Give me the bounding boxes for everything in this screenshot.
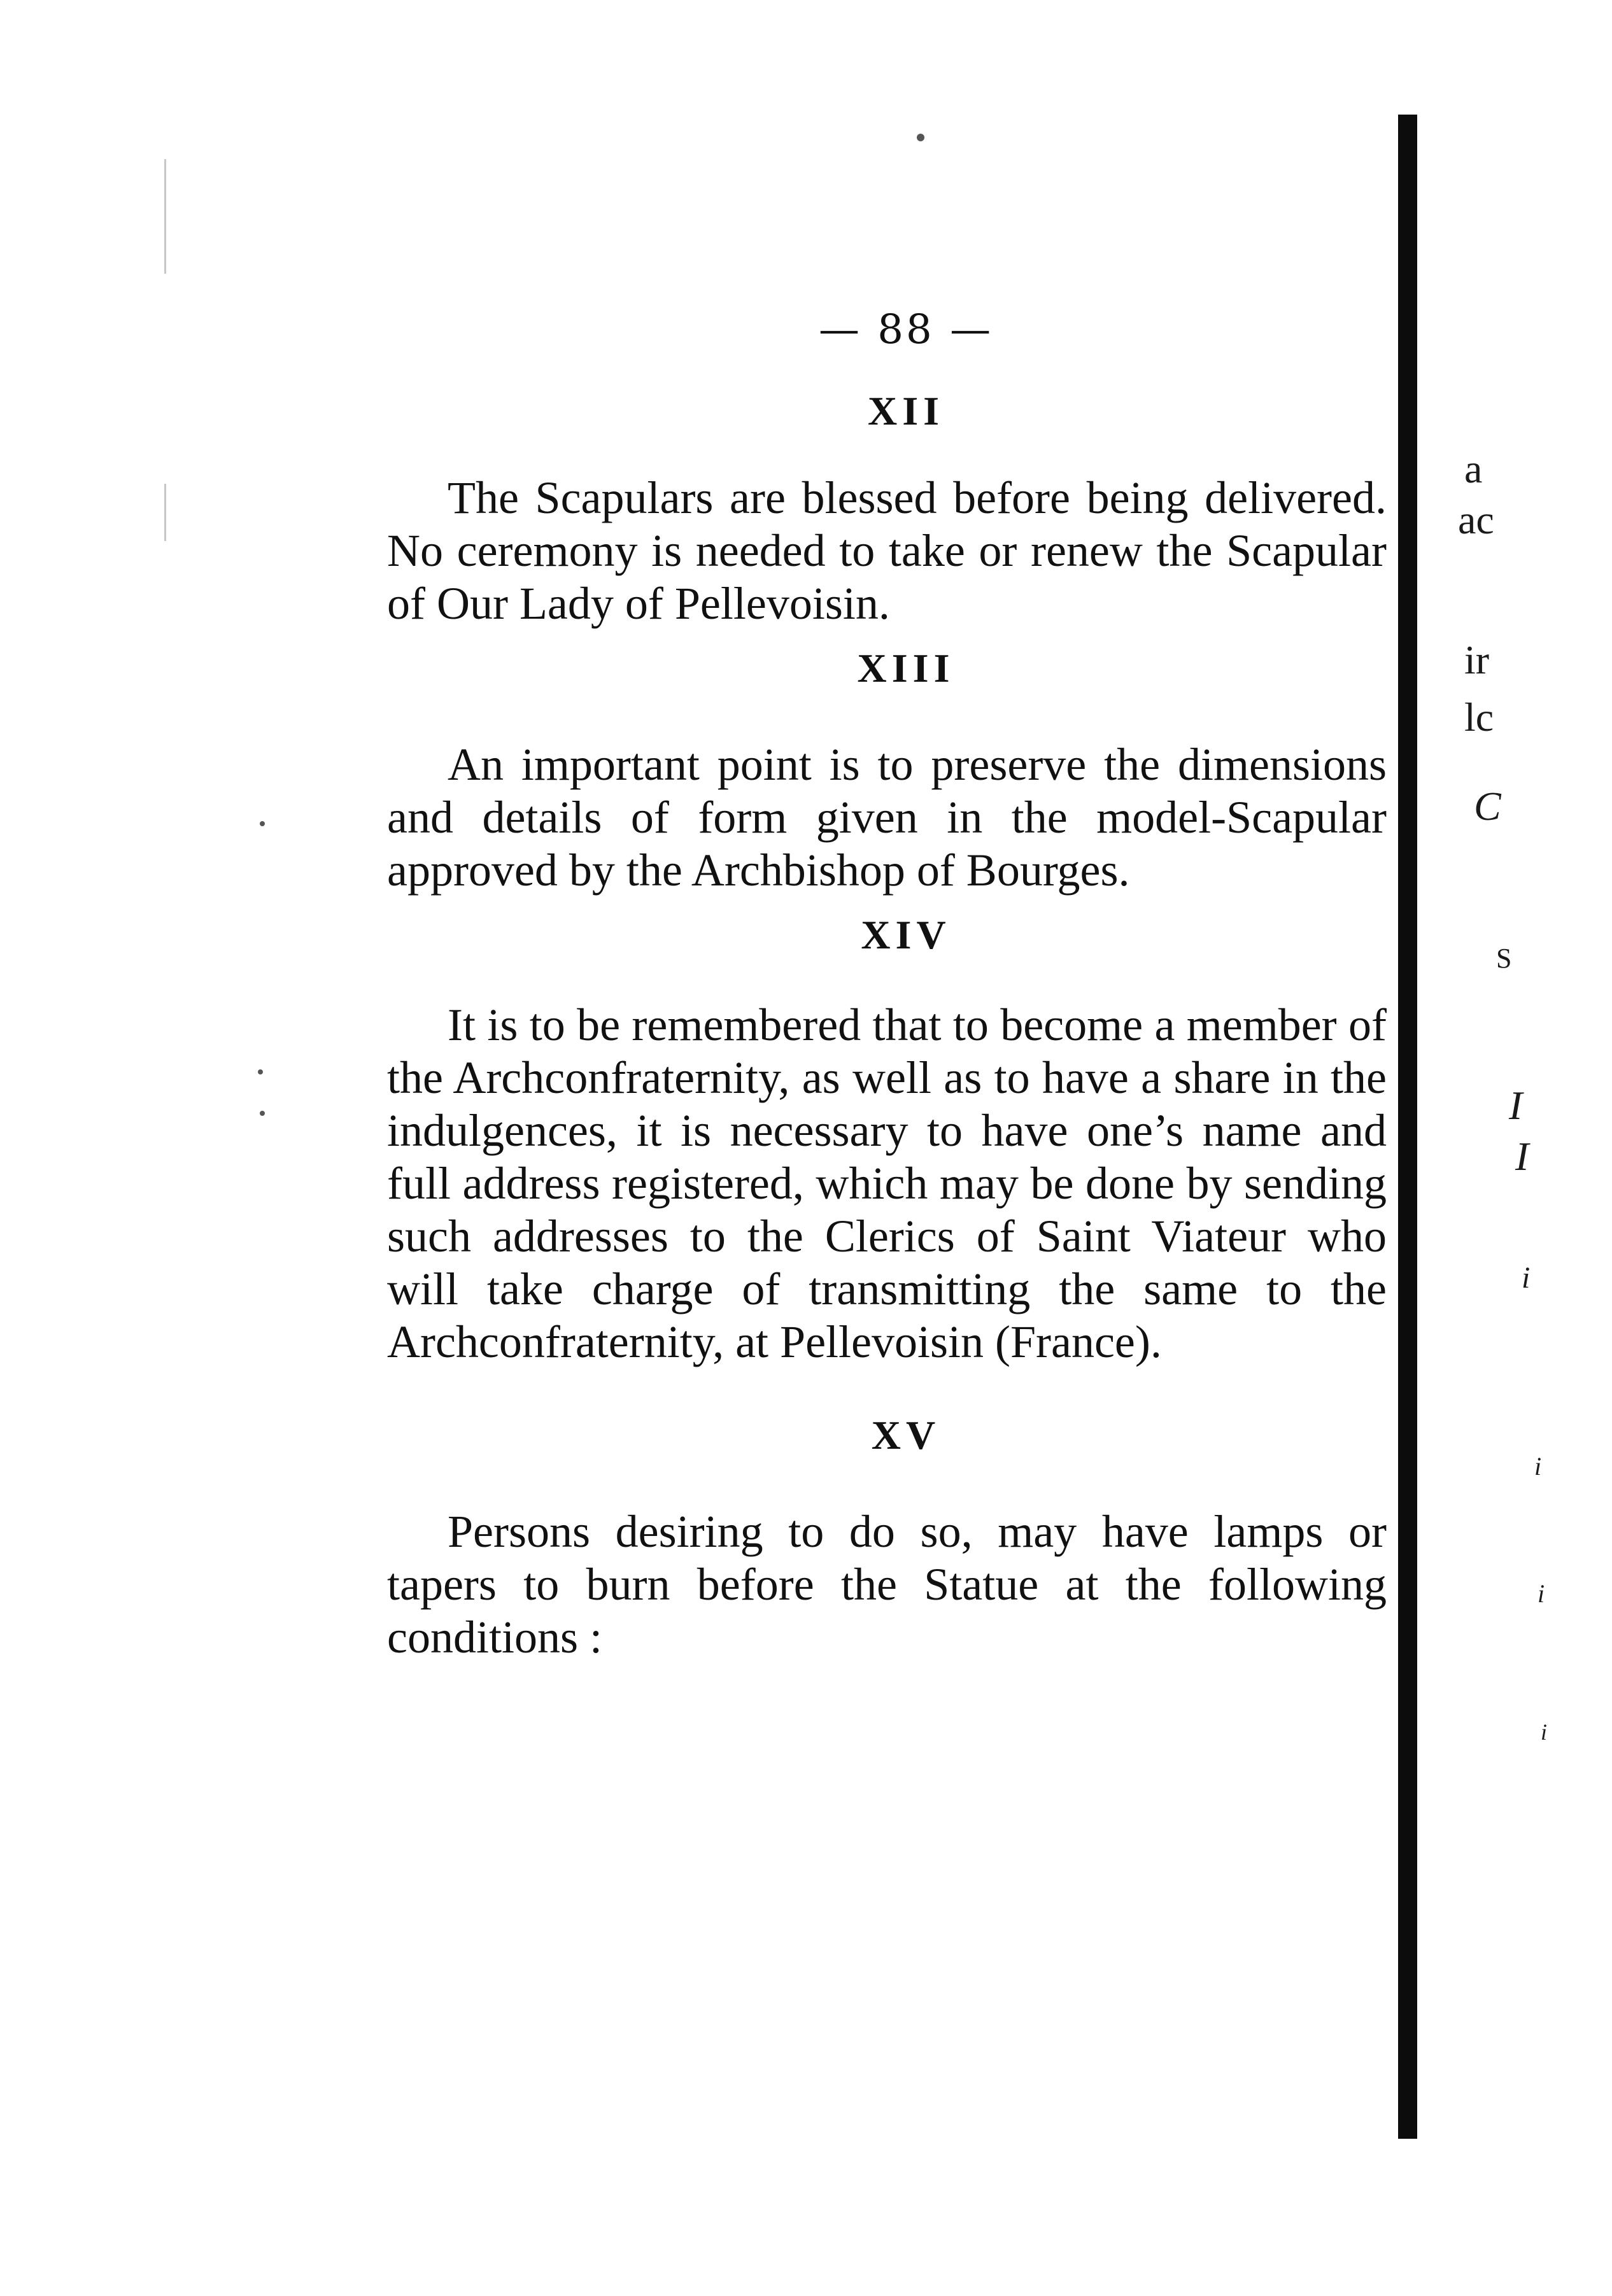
- book-binding-shadow: [1398, 115, 1417, 2139]
- facing-page-fragment: I: [1515, 1134, 1529, 1179]
- section-paragraph-xiv: It is to be remembered that to become a member of the Archconfraternity, as well as to have a share in the indulgences, it is necessary to have one’s name and full address registered, which may be done by sending such addresses to the Clerics of Saint Viateur who will take charge of transmitting the same to the Archconfraternity, at Pellevoisin (France).: [387, 999, 1387, 1367]
- facing-page-fragment: i: [1541, 1719, 1548, 1745]
- facing-page-fragment: S: [1496, 943, 1512, 974]
- section-heading-xii: XII: [867, 388, 945, 433]
- facing-page-fragment: C: [1474, 784, 1501, 829]
- facing-page-fragment: i: [1534, 1452, 1542, 1481]
- left-margin-mark: [164, 484, 166, 541]
- left-margin-mark: [164, 159, 166, 274]
- facing-page-fragment: i: [1522, 1261, 1531, 1295]
- ink-speck: [917, 134, 924, 141]
- section-paragraph-xiii: An important point is to preserve the dimensions and details of form given in the model-Scapular approved by the Archbishop of Bourges.: [387, 739, 1387, 896]
- ink-speck: [260, 1111, 265, 1116]
- facing-page-fragment: I: [1509, 1083, 1523, 1128]
- facing-page-fragment: ir: [1464, 637, 1490, 682]
- section-paragraph-xii: The Scapulars are blessed before being delivered. No ceremony is needed to take or renew the Scapular of Our Lady of Pellevoisin.: [387, 472, 1387, 629]
- section-heading-xiv: XIV: [861, 912, 951, 957]
- facing-page-fragment: ac: [1458, 497, 1494, 542]
- facing-page-fragment: lc: [1464, 694, 1494, 740]
- ink-speck: [260, 821, 265, 826]
- facing-page-fragment: a: [1464, 446, 1483, 491]
- page-number: — 88 —: [818, 306, 994, 353]
- section-heading-xiii: XIII: [857, 645, 955, 691]
- facing-page-fragment: i: [1538, 1579, 1545, 1608]
- ink-speck: [258, 1069, 263, 1074]
- text-column: [387, 299, 1387, 1664]
- section-heading-xv: XV: [871, 1412, 941, 1458]
- section-paragraph-xv: Persons desiring to do so, may have lamps or tapers to burn before the Statue at the following conditions :: [387, 1506, 1387, 1663]
